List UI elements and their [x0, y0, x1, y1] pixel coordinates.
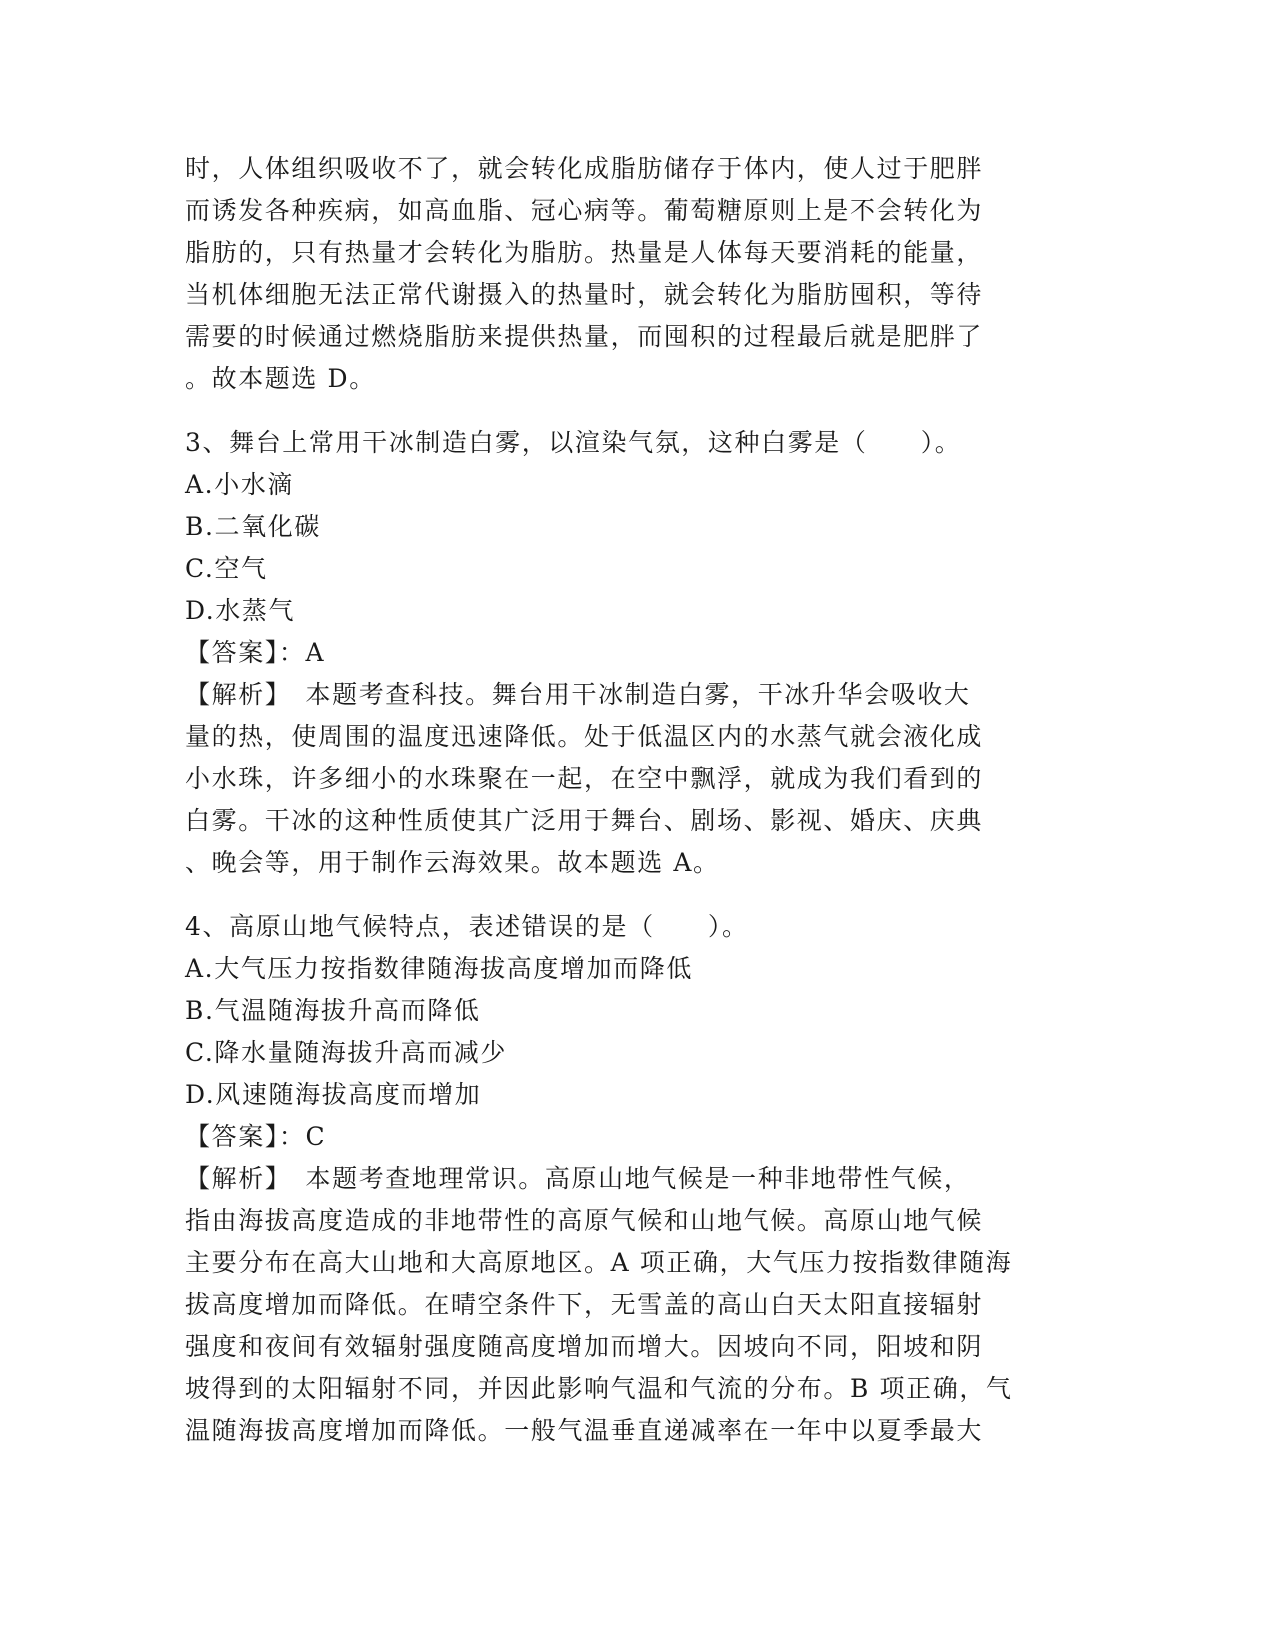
page-content: [185, 148, 1085, 1452]
analysis-line: 【解析】 本题考查地理常识。高原山地气候是一种非地带性气候，: [185, 1164, 971, 1193]
question-stem: 4、高原山地气候特点，表述错误的是（ ）。: [185, 912, 749, 941]
analysis-line: 拔高度增加而降低。在晴空条件下，无雪盖的高山白天太阳直接辐射: [185, 1290, 984, 1319]
option-c: C.降水量随海拔升高而减少: [185, 1038, 507, 1067]
option-d: D.风速随海拔高度而增加: [185, 1080, 482, 1109]
option-c: C.空气: [185, 554, 268, 583]
option-a: A.大气压力按指数律随海拔高度增加而降低: [185, 954, 694, 983]
analysis-line: 温随海拔高度增加而降低。一般气温垂直递减率在一年中以夏季最大: [185, 1416, 984, 1445]
analysis-line: 强度和夜间有效辐射强度随高度增加而增大。因坡向不同，阳坡和阴: [185, 1332, 984, 1361]
paragraph-line: 。故本题选 D。: [185, 364, 376, 393]
spacer: [185, 884, 1085, 906]
option-b: B.气温随海拔升高而降低: [185, 996, 481, 1025]
analysis-line: 指由海拔高度造成的非地带性的高原气候和山地气候。高原山地气候: [185, 1206, 984, 1235]
paragraph-line: 时，人体组织吸收不了，就会转化成脂肪储存于体内，使人过于肥胖: [185, 154, 984, 183]
spacer: [185, 400, 1085, 422]
paragraph-line: 而诱发各种疾病，如高血脂、冠心病等。葡萄糖原则上是不会转化为: [185, 196, 984, 225]
analysis-line: 小水珠，许多细小的水珠聚在一起，在空中飘浮，就成为我们看到的: [185, 764, 984, 793]
paragraph-line: 当机体细胞无法正常代谢摄入的热量时，就会转化为脂肪囤积，等待: [185, 280, 984, 309]
option-d: D.水蒸气: [185, 596, 296, 625]
option-b: B.二氧化碳: [185, 512, 321, 541]
paragraph-line: 脂肪的，只有热量才会转化为脂肪。热量是人体每天要消耗的能量，: [185, 238, 984, 267]
question-3: [185, 422, 1085, 884]
analysis-line: 主要分布在高大山地和大高原地区。A 项正确，大气压力按指数律随海: [185, 1248, 1013, 1277]
answer-line: 【答案】：A: [185, 638, 326, 667]
question-4: [185, 906, 1085, 1452]
analysis-line: 白雾。干冰的这种性质使其广泛用于舞台、剧场、影视、婚庆、庆典: [185, 806, 984, 835]
answer-line: 【答案】：C: [185, 1122, 327, 1151]
analysis-line: 量的热，使周围的温度迅速降低。处于低温区内的水蒸气就会液化成: [185, 722, 984, 751]
analysis-line: 、晚会等，用于制作云海效果。故本题选 A。: [185, 848, 720, 877]
analysis-line: 【解析】 本题考查科技。舞台用干冰制造白雾，干冰升华会吸收大: [185, 680, 971, 709]
previous-analysis-continuation: [185, 148, 1085, 400]
paragraph-line: 需要的时候通过燃烧脂肪来提供热量，而囤积的过程最后就是肥胖了: [185, 322, 984, 351]
option-a: A.小水滴: [185, 470, 295, 499]
analysis-line: 坡得到的太阳辐射不同，并因此影响气温和气流的分布。B 项正确，气: [185, 1374, 1013, 1403]
question-stem: 3、舞台上常用干冰制造白雾，以渲染气氛，这种白雾是（ ）。: [185, 428, 962, 457]
